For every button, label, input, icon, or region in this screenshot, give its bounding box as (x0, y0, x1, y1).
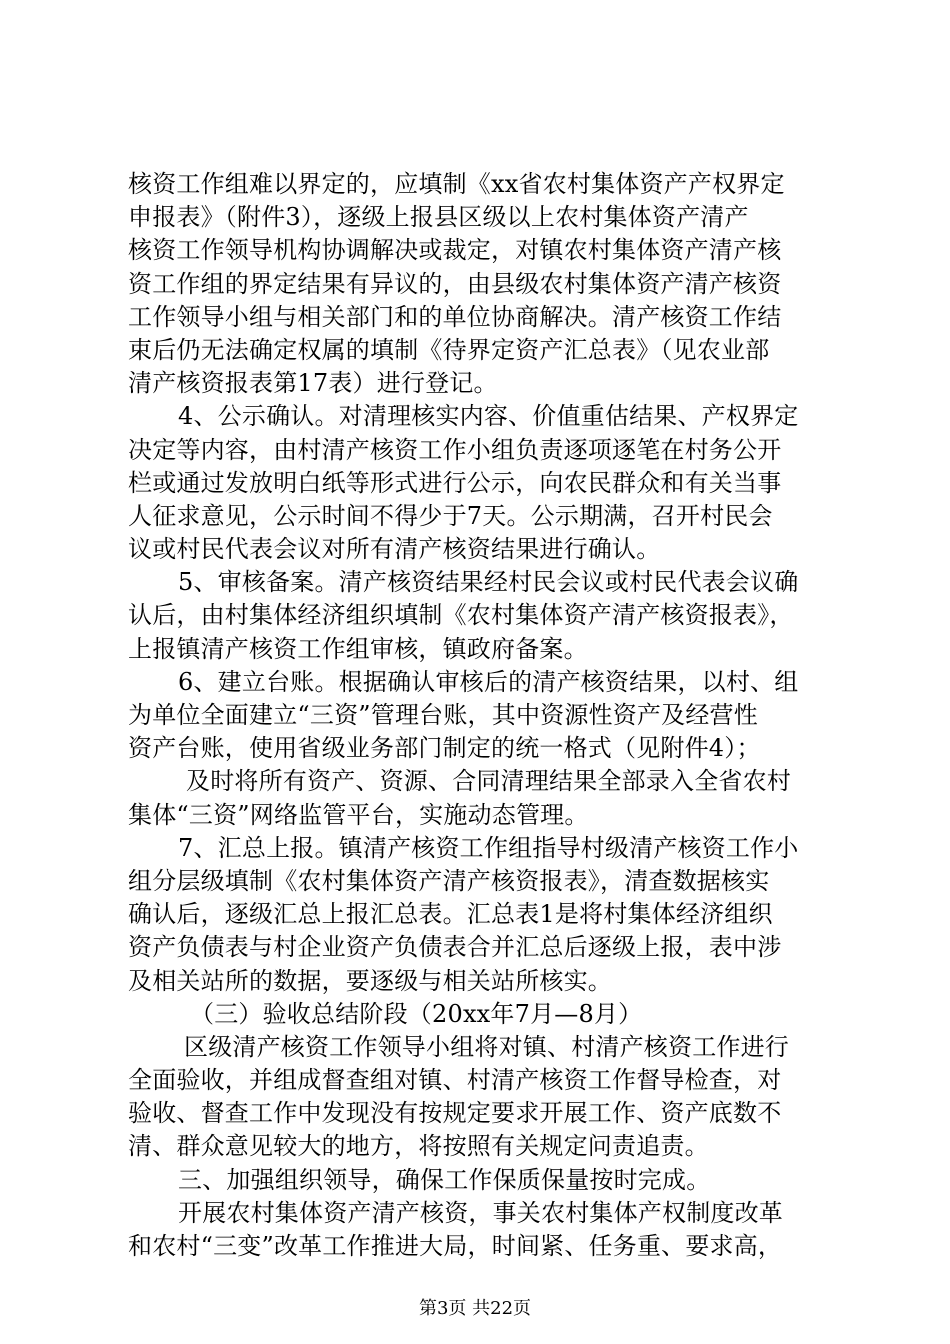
text-line: 上报镇清产核资工作组审核，镇政府备案。 (128, 634, 588, 663)
text-line: 5、审核备案。清产核资结果经村民会议或村民代表会议确 (178, 568, 799, 597)
text-line: 及时将所有资产、资源、合同清理结果全部录入全省农村 (186, 767, 791, 796)
text-line: 工作领导小组与相关部门和的单位协商解决。清产核资工作结 (128, 302, 782, 331)
text-line: 议或村民代表会议对所有清产核资结果进行确认。 (128, 535, 661, 564)
text-line: 资工作组的界定结果有异议的，由县级农村集体资产清产核资 (128, 269, 782, 298)
text-line: 核资工作领导机构协调解决或裁定，对镇农村集体资产清产核 (128, 236, 782, 265)
text-line: 组分层级填制《农村集体资产清产核资报表》，清查数据核实 (128, 866, 770, 895)
document-body (128, 168, 840, 1263)
text-line: 开展农村集体资产清产核资，事关农村集体产权制度改革 (178, 1198, 783, 1227)
text-line: 4、公示确认。对清理核实内容、价值重估结果、产权界定 (178, 402, 799, 431)
text-line: 为单位全面建立“三资”管理台账，其中资源性资产及经营性 (128, 701, 758, 729)
text-line: 认后，由村集体经济组织填制《农村集体资产清产核资报表》， (128, 601, 794, 630)
text-line: 及相关站所的数据，要逐级与相关站所核实。 (128, 966, 612, 995)
text-line: 核资工作组难以界定的，应填制《xx省农村集体资产产权界定 (128, 170, 785, 198)
text-line: 全面验收，并组成督查组对镇、村清产核资工作督导检查，对 (128, 1066, 782, 1095)
page-number: 第3页 共22页 (418, 1298, 532, 1319)
text-line: 栏或通过发放明白纸等形式进行公示，向农民群众和有关当事 (128, 468, 782, 497)
text-line: 束后仍无法确定权属的填制《待界定资产汇总表》（见农业部 (128, 335, 770, 364)
section-heading: （三）验收总结阶段（20xx年7月—8月） (190, 999, 643, 1028)
text-line: 集体“三资”网络监管平台，实施动态管理。 (128, 800, 589, 829)
text-line: 清、群众意见较大的地方，将按照有关规定问责追责。 (128, 1132, 709, 1161)
text-line: 申报表》（附件3），逐级上报县区级以上农村集体资产清产 (128, 203, 749, 232)
text-line: 7、汇总上报。镇清产核资工作组指导村级清产核资工作小 (178, 833, 799, 862)
text-line: 决定等内容，由村清产核资工作小组负责逐项逐笔在村务公开 (128, 435, 782, 464)
section-heading: 三、加强组织领导，确保工作保质保量按时完成。 (178, 1165, 711, 1194)
text-line: 资产负债表与村企业资产负债表合并汇总后逐级上报，表中涉 (128, 933, 782, 962)
text-line: 和农村“三变”改革工作推进大局，时间紧、任务重、要求高， (128, 1232, 783, 1260)
text-line: 资产台账，使用省级业务部门制定的统一格式（见附件4）； (128, 734, 761, 763)
text-line: 区级清产核资工作领导小组将对镇、村清产核资工作进行 (184, 1032, 789, 1061)
text-line: 验收、督查工作中发现没有按规定要求开展工作、资产底数不 (128, 1099, 782, 1128)
text-line: 确认后，逐级汇总上报汇总表。汇总表1是将村集体经济组织 (128, 900, 773, 929)
text-line: 清产核资报表第17表）进行登记。 (128, 369, 498, 398)
text-line: 人征求意见，公示时间不得少于7天。公示期满，召开村民会 (128, 501, 773, 530)
text-line: 6、建立台账。根据确认审核后的清产核资结果，以村、组 (178, 667, 799, 696)
